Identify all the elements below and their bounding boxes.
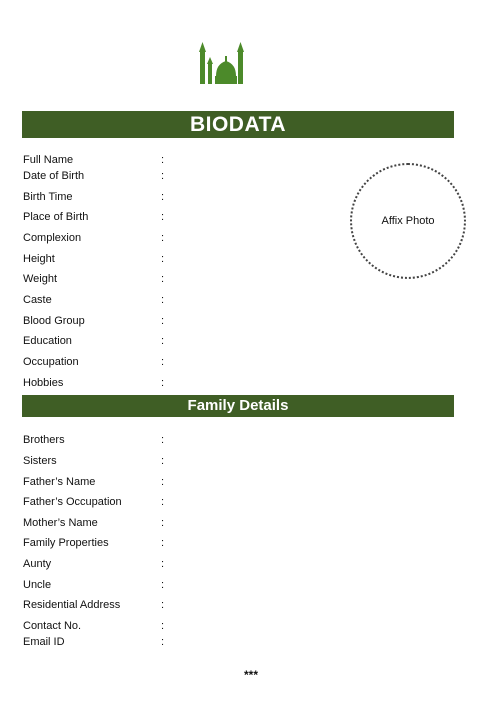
field-separator: : [161, 537, 165, 549]
field-separator: : [161, 273, 165, 285]
family-details-heading: Family Details [22, 395, 454, 417]
family-field-label: Father’s Name [23, 476, 96, 488]
field-separator: : [161, 154, 165, 166]
family-field-label: Email ID [23, 636, 65, 648]
personal-field-row [23, 333, 183, 349]
personal-field-row [23, 230, 183, 246]
field-separator: : [161, 476, 165, 488]
personal-field-row [23, 168, 183, 184]
personal-field-row [23, 313, 183, 329]
field-separator: : [161, 558, 165, 570]
personal-field-label: Birth Time [23, 191, 73, 203]
personal-field-row [23, 271, 183, 287]
family-field-row [23, 577, 183, 593]
footer-mark: *** [243, 668, 258, 682]
family-field-row [23, 634, 183, 650]
personal-field-label: Weight [23, 273, 58, 285]
family-field-row [23, 535, 183, 551]
personal-field-label: Caste [23, 294, 52, 306]
family-field-row [23, 597, 183, 613]
personal-field-row [23, 354, 183, 370]
personal-field-label: Place of Birth [23, 211, 89, 223]
field-separator: : [161, 377, 165, 389]
photo-placeholder [350, 163, 466, 279]
field-separator: : [161, 434, 165, 446]
field-separator: : [161, 356, 165, 368]
field-separator: : [161, 315, 165, 327]
personal-field-row [23, 209, 183, 225]
field-separator: : [161, 496, 165, 508]
personal-field-row [23, 189, 183, 205]
field-separator: : [161, 517, 165, 529]
personal-field-label: Occupation [23, 356, 79, 368]
personal-field-row [23, 375, 183, 391]
family-field-row [23, 432, 183, 448]
family-field-label: Uncle [23, 579, 52, 591]
personal-field-label: Hobbies [23, 377, 64, 389]
field-separator: : [161, 253, 165, 265]
family-field-label: Sisters [23, 455, 57, 467]
family-field-label: Mother’s Name [23, 517, 98, 529]
field-separator: : [161, 211, 165, 223]
field-separator: : [161, 294, 165, 306]
page-title: BIODATA [22, 111, 454, 138]
family-field-label: Family Properties [23, 537, 109, 549]
family-field-row [23, 474, 183, 490]
family-field-row [23, 618, 183, 634]
personal-field-label: Complexion [23, 232, 82, 244]
personal-field-row [23, 251, 183, 267]
family-field-row [23, 515, 183, 531]
field-separator: : [161, 579, 165, 591]
family-field-label: Residential Address [23, 599, 121, 611]
field-separator: : [161, 232, 165, 244]
field-separator: : [161, 636, 165, 648]
family-field-label: Contact No. [23, 620, 82, 632]
field-separator: : [161, 455, 165, 467]
personal-field-label: Full Name [23, 154, 74, 166]
personal-field-label: Height [23, 253, 55, 265]
family-field-row [23, 556, 183, 572]
personal-field-row [23, 292, 183, 308]
family-field-row [23, 494, 183, 510]
field-separator: : [161, 191, 165, 203]
field-separator: : [161, 620, 165, 632]
family-field-label: Brothers [23, 434, 65, 446]
family-field-row [23, 453, 183, 469]
personal-field-label: Education [23, 335, 72, 347]
personal-field-row [23, 152, 183, 168]
crescent-mosque-icon [176, 14, 260, 100]
field-separator: : [161, 170, 165, 182]
personal-field-label: Date of Birth [23, 170, 85, 182]
photo-label: Affix Photo [381, 215, 435, 227]
field-separator: : [161, 599, 165, 611]
family-field-label: Father’s Occupation [23, 496, 122, 508]
field-separator: : [161, 335, 165, 347]
family-field-label: Aunty [23, 558, 52, 570]
personal-field-label: Blood Group [23, 315, 85, 327]
